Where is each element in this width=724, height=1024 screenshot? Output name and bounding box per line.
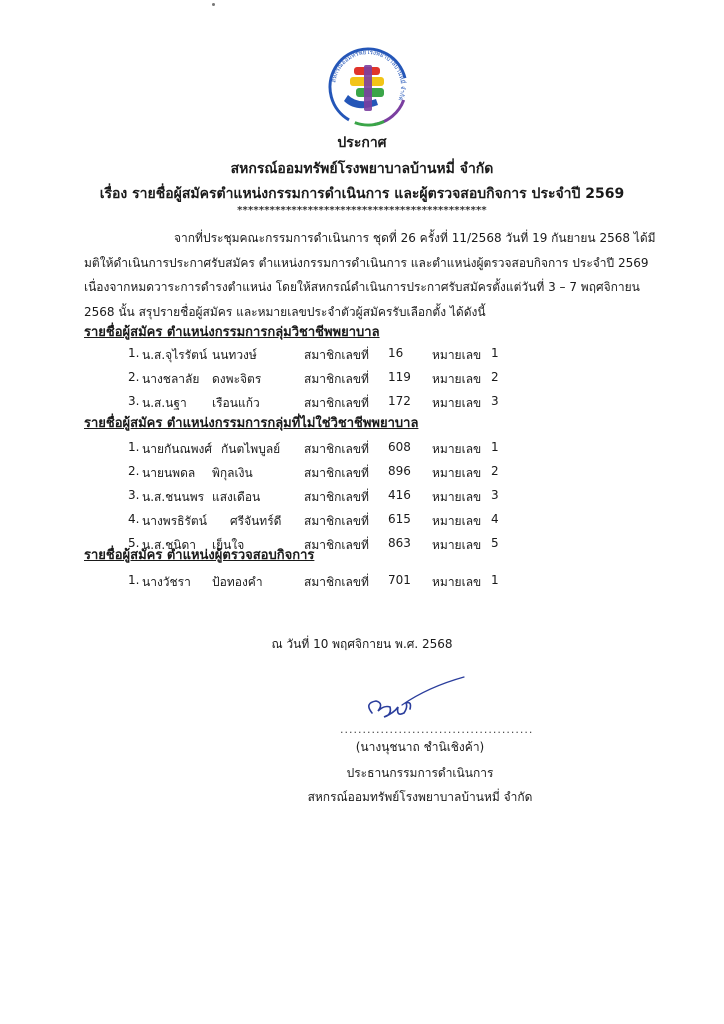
- section-heading-auditor: รายชื่อผู้สมัคร ตำแหน่งผู้ตรวจสอบกิจการ: [84, 548, 315, 563]
- member-label: สมาชิกเลขที่: [304, 538, 369, 552]
- candidate-name: นางพรธิรัตน์: [142, 514, 207, 528]
- member-number: 896: [388, 464, 411, 478]
- logo-ring-text: สหกรณ์ออมทรัพย์โรงพยาบาลบ้านหมี่ จำกัด: [330, 48, 407, 102]
- organization-name: สหกรณ์ออมทรัพย์โรงพยาบาลบ้านหมี่ จำกัด: [230, 161, 494, 177]
- member-label: สมาชิกเลขที่: [304, 490, 369, 504]
- paragraph-line: จากที่ประชุมคณะกรรมการดำเนินการ ชุดที่ 26 ครั้งที่ 11/2568 วันที่ 19 กันยายน 2568 ได้มี: [174, 231, 656, 245]
- ballot-number: 1: [491, 440, 499, 454]
- candidate-row: [0, 370, 724, 394]
- paragraph-line: มติให้ดำเนินการประกาศรับสมัคร ตำแหน่งกรรมการดำเนินการ และตำแหน่งผู้ตรวจสอบกิจการ ประจำปี 2569: [84, 255, 649, 270]
- row-index: 3.: [128, 394, 140, 408]
- candidate-name: นายนพดล: [142, 466, 196, 480]
- ballot-label: หมายเลข: [432, 538, 482, 552]
- handwritten-signature: [358, 675, 468, 730]
- candidate-row: [0, 346, 724, 370]
- candidate-row: [0, 440, 724, 464]
- candidate-name: น.ส.นฐา: [142, 396, 187, 410]
- row-index: 3.: [128, 488, 140, 502]
- candidate-row: [0, 488, 724, 512]
- candidate-row: [0, 573, 724, 597]
- member-number: 119: [388, 370, 411, 384]
- member-label: สมาชิกเลขที่: [304, 442, 369, 456]
- candidate-surname: เรือนแก้ว: [212, 396, 260, 410]
- ballot-label: หมายเลข: [432, 514, 482, 528]
- section-heading-nursing: รายชื่อผู้สมัคร ตำแหน่งกรรมการกลุ่มวิชาชีพพยาบาล: [84, 325, 380, 340]
- candidate-surname: ป้อทองคำ: [212, 575, 263, 589]
- candidate-row: [0, 512, 724, 536]
- row-index: 4.: [128, 512, 140, 526]
- member-number: 608: [388, 440, 411, 454]
- candidate-surname: ดงพะจิตร: [212, 372, 262, 386]
- ballot-number: 2: [491, 464, 499, 478]
- paragraph-line: 2568 นั้น สรุปรายชื่อผู้สมัคร และหมายเลขประจำตัวผู้สมัครรับเลือกตั้ง ได้ดังนี้: [84, 304, 486, 319]
- intro-paragraph: [84, 226, 674, 324]
- member-label: สมาชิกเลขที่: [304, 348, 369, 362]
- ballot-number: 3: [491, 488, 499, 502]
- row-index: 2.: [128, 370, 140, 384]
- signer-name: (นางนุชนาถ ชำนิเชิงค้า): [355, 740, 485, 754]
- paragraph-line: เนื่องจากหมดวาระการดำรงตำแหน่ง โดยให้สหกรณ์ดำเนินการประกาศรับสมัครตั้งแต่วันที่ 3 – 7 พฤศจิกายน: [84, 280, 640, 294]
- candidate-surname: ศรีจันทร์ดี: [230, 514, 282, 528]
- ballot-number: 1: [491, 346, 499, 360]
- separator-stars: **********************************************: [237, 205, 487, 216]
- ballot-number: 1: [491, 573, 499, 587]
- ballot-label: หมายเลข: [432, 466, 482, 480]
- member-number: 701: [388, 573, 411, 587]
- candidate-name: น.ส.ชนนพร: [142, 490, 205, 504]
- member-number: 16: [388, 346, 404, 360]
- candidate-surname: นนทวงษ์: [212, 348, 257, 362]
- ballot-number: 4: [491, 512, 499, 526]
- member-number: 615: [388, 512, 411, 526]
- candidate-surname: พิกุลเงิน: [212, 466, 253, 480]
- candidate-row: [0, 464, 724, 488]
- ballot-label: หมายเลข: [432, 348, 482, 362]
- candidate-name: นายกันณพงศ์: [142, 442, 212, 456]
- candidate-name: นางวัชรา: [142, 575, 191, 589]
- candidate-name: น.ส.จุไรรัตน์: [142, 348, 208, 362]
- announcement-title: ประกาศ: [337, 135, 387, 151]
- member-label: สมาชิกเลขที่: [304, 396, 369, 410]
- candidate-surname: แสงเดือน: [212, 490, 261, 504]
- ballot-label: หมายเลข: [432, 490, 482, 504]
- ballot-number: 5: [491, 536, 499, 550]
- ballot-label: หมายเลข: [432, 372, 482, 386]
- member-label: สมาชิกเลขที่: [304, 575, 369, 589]
- section-heading-non-nursing: รายชื่อผู้สมัคร ตำแหน่งกรรมการกลุ่มที่ไม่ใช่วิชาชีพพยาบาล: [84, 416, 419, 431]
- member-number: 172: [388, 394, 411, 408]
- member-label: สมาชิกเลขที่: [304, 466, 369, 480]
- row-index: 5.: [128, 536, 140, 550]
- announcement-date: ณ วันที่ 10 พฤศจิกายน พ.ศ. 2568: [271, 637, 453, 651]
- row-index: 2.: [128, 464, 140, 478]
- subject-line: เรื่อง รายชื่อผู้สมัครตำแหน่งกรรมการดำเนินการ และผู้ตรวจสอบกิจการ ประจำปี 2569: [99, 186, 625, 202]
- candidate-name: นางชลาลัย: [142, 372, 200, 386]
- candidate-surname: กันตไพบูลย์: [221, 442, 281, 456]
- row-index: 1.: [128, 573, 140, 587]
- ballot-label: หมายเลข: [432, 442, 482, 456]
- ballot-number: 2: [491, 370, 499, 384]
- candidate-name: น.ส.ชนิดา: [142, 538, 197, 552]
- ballot-label: หมายเลข: [432, 575, 482, 589]
- cooperative-logo: [326, 45, 410, 129]
- member-number: 863: [388, 536, 411, 550]
- scan-speck: [212, 3, 215, 6]
- row-index: 1.: [128, 346, 140, 360]
- signer-organization: สหกรณ์ออมทรัพย์โรงพยาบาลบ้านหมี่ จำกัด: [307, 790, 533, 804]
- signature-line: ...........................................: [340, 723, 534, 736]
- ballot-number: 3: [491, 394, 499, 408]
- row-index: 1.: [128, 440, 140, 454]
- ballot-label: หมายเลข: [432, 396, 482, 410]
- member-number: 416: [388, 488, 411, 502]
- member-label: สมาชิกเลขที่: [304, 514, 369, 528]
- candidate-surname: เย็นใจ: [212, 538, 245, 552]
- signer-role: ประธานกรรมการดำเนินการ: [346, 766, 494, 780]
- member-label: สมาชิกเลขที่: [304, 372, 369, 386]
